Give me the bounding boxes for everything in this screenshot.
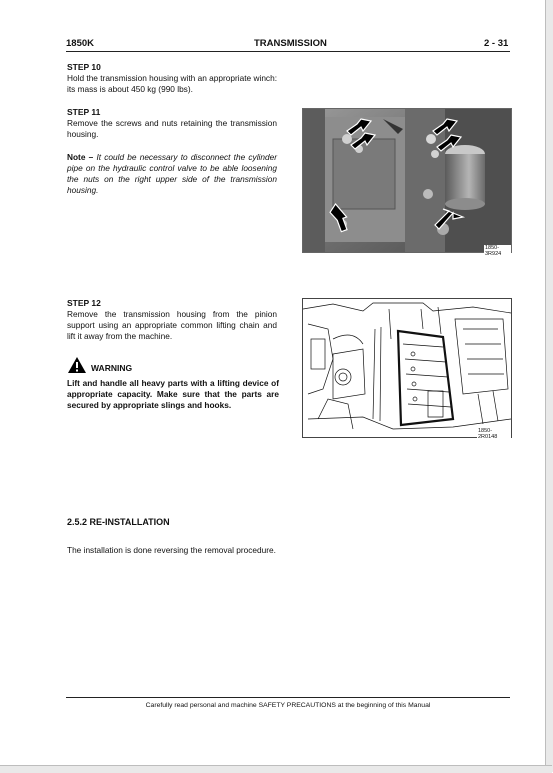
figure-drawing bbox=[302, 298, 512, 438]
drawing-figure-code: 1850-2R0148 bbox=[477, 428, 511, 440]
header-title: TRANSMISSION bbox=[254, 38, 327, 49]
header-model: 1850K bbox=[66, 38, 94, 49]
note-label: Note – bbox=[67, 152, 94, 162]
photo-figure-code: 1850-3R924 bbox=[484, 245, 511, 257]
footer-text: Carefully read personal and machine SAFETY PRECAUTIONS at the beginning of this Manual bbox=[145, 702, 431, 709]
section-text: The installation is done reversing the removal procedure. bbox=[67, 545, 276, 555]
step-11-note bbox=[67, 152, 277, 196]
transmission-line-drawing bbox=[303, 299, 511, 437]
header-page-number: 2 - 31 bbox=[484, 38, 509, 49]
header-rule bbox=[66, 51, 510, 52]
viewer-frame-right bbox=[545, 0, 553, 772]
note-text: It could be necessary to disconnect the cylinder pipe on the hydraulic control valve to be able loosening the nuts on the right upper side of the transmission housing. bbox=[67, 152, 277, 195]
step-10-title: STEP 10 bbox=[67, 62, 101, 72]
transmission-photo-image bbox=[303, 109, 511, 252]
step-12-text: Remove the transmission housing from the pinion support using an appropriate common lifting chain and lift it away from the machine. bbox=[67, 309, 277, 341]
step-11-text: Remove the screws and nuts retaining the transmission housing. bbox=[67, 118, 277, 139]
footer-rule bbox=[66, 697, 510, 698]
section-title: 2.5.2 RE-INSTALLATION bbox=[67, 517, 170, 527]
figure-photo bbox=[302, 108, 512, 257]
warning-text: Lift and handle all heavy parts with a lifting device of appropriate capacity. Make sure that the parts are secured by appropriate slings and hooks. bbox=[67, 378, 279, 410]
warning-icon bbox=[67, 356, 87, 374]
step-10-text: Hold the transmission housing with an appropriate winch: its mass is about 450 kg (990 lbs). bbox=[67, 73, 277, 94]
viewer-frame-bottom bbox=[0, 765, 552, 773]
step-12-title: STEP 12 bbox=[67, 298, 101, 308]
step-11-title: STEP 11 bbox=[67, 107, 101, 117]
warning-title: WARNING bbox=[91, 363, 133, 373]
